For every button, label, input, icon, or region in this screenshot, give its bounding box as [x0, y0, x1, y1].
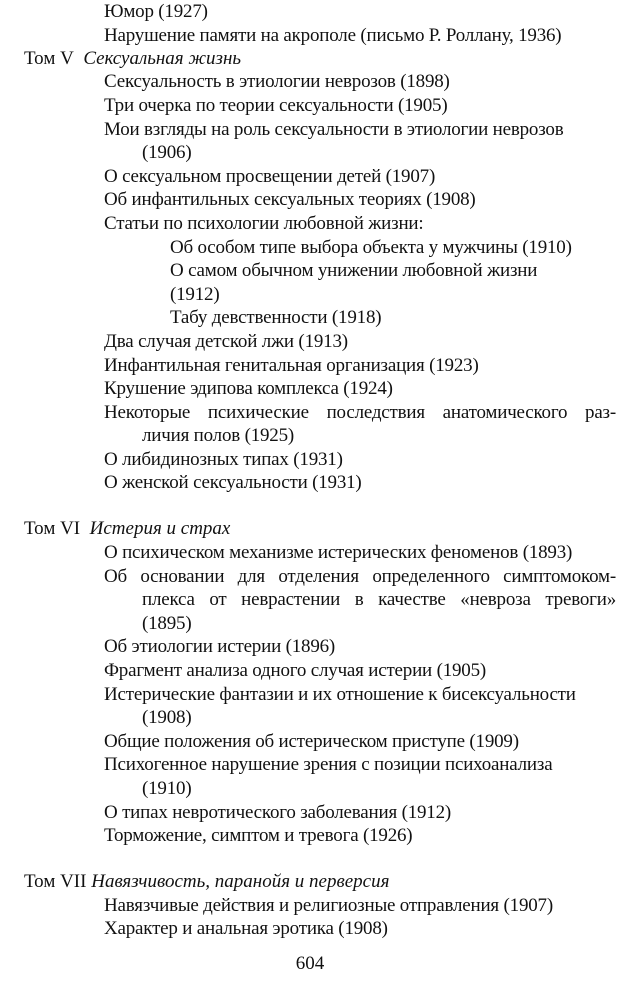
list-item-continuation: (1910) [142, 778, 192, 799]
list-item: Инфантильная генитальная организация (1923) [104, 355, 479, 376]
list-subitem-continuation: (1912) [170, 284, 220, 305]
list-item: Некоторые психические последствия анатомического раз- [104, 402, 616, 423]
list-item: Два случая детской лжи (1913) [104, 331, 348, 352]
volume-title: Навязчивость, паранойя и перверсия [91, 871, 390, 892]
volume-title: Истерия и страх [89, 518, 231, 539]
list-subitem: О самом обычном унижении любовной жизни [170, 260, 538, 281]
list-item-continuation: (1895) [142, 613, 192, 634]
list-item: Об этиологии истерии (1896) [104, 636, 336, 657]
volume-label: Том VII [24, 871, 87, 892]
list-item: О психическом механизме истерических феноменов (1893) [104, 542, 573, 563]
list-item: Сексуальность в этиологии неврозов (1898) [104, 71, 450, 92]
entry-memory-acropolis: Нарушение памяти на акрополе (письмо Р. Роллану, 1936) [104, 25, 562, 46]
list-item: Статьи по психологии любовной жизни: [104, 213, 424, 234]
list-subitem: Табу девственности (1918) [170, 307, 382, 328]
volume-title: Сексуальная жизнь [83, 48, 242, 69]
page-number: 604 [295, 953, 325, 974]
list-item: Психогенное нарушение зрения с позиции психоанализа [104, 754, 553, 775]
list-item: Общие положения об истерическом приступе (1909) [104, 731, 519, 752]
list-item: Три очерка по теории сексуальности (1905) [104, 95, 448, 116]
list-subitem: Об особом типе выбора объекта у мужчины (1910) [170, 237, 572, 258]
entry-humor: Юмор (1927) [104, 1, 208, 22]
list-item-continuation: (1908) [142, 707, 192, 728]
list-item: Об инфантильных сексуальных теориях (1908) [104, 189, 476, 210]
list-item: Торможение, симптом и тревога (1926) [104, 825, 413, 846]
list-item: Характер и анальная эротика (1908) [104, 918, 388, 939]
volume-7-heading [24, 870, 389, 894]
list-item-continuation: плекса от неврастении в качестве «невроза тревоги» [142, 589, 616, 610]
volume-6-heading [24, 517, 230, 541]
list-item-continuation: (1906) [142, 142, 192, 163]
list-item: О сексуальном просвещении детей (1907) [104, 166, 436, 187]
list-item: Крушение эдипова комплекса (1924) [104, 378, 393, 399]
list-item: О либидинозных типах (1931) [104, 449, 343, 470]
list-item: Фрагмент анализа одного случая истерии (1905) [104, 660, 487, 681]
list-item-continuation: личия полов (1925) [142, 425, 295, 446]
list-item: О типах невротического заболевания (1912) [104, 802, 452, 823]
list-item: Навязчивые действия и религиозные отправления (1907) [104, 895, 553, 916]
volume-label: Том V [24, 48, 74, 69]
list-item: Мои взгляды на роль сексуальности в этиологии неврозов [104, 119, 564, 140]
volume-5-heading [24, 47, 241, 71]
list-item: Истерические фантазии и их отношение к бисексуальности [104, 684, 576, 705]
list-item: Об основании для отделения определенного симптомоком- [104, 566, 616, 587]
list-item: О женской сексуальности (1931) [104, 472, 362, 493]
volume-label: Том VI [24, 518, 81, 539]
